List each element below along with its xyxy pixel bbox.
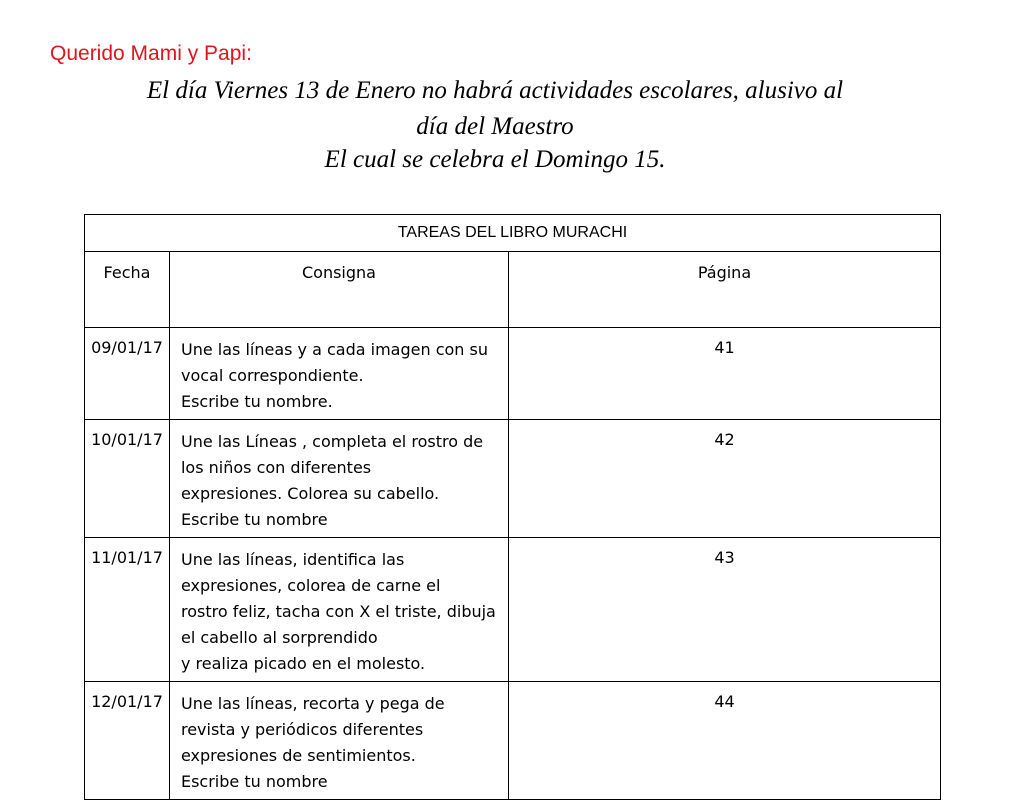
row-page: 44 <box>508 682 940 800</box>
homework-table <box>84 214 941 800</box>
row-consigna <box>169 328 508 420</box>
table-row <box>85 538 941 682</box>
row-consigna <box>169 420 508 538</box>
column-header-consigna: Consigna <box>169 252 508 328</box>
row-date: 12/01/17 <box>85 682 170 800</box>
consigna-line: Une las líneas, identifica las expresiones, colorea de carne el <box>180 550 441 595</box>
consigna-line: y realiza picado en el molesto. <box>180 654 426 673</box>
table-row <box>85 682 941 800</box>
row-page: 43 <box>508 538 940 682</box>
table-row <box>85 328 941 420</box>
row-consigna <box>169 682 508 800</box>
consigna-line: expresiones de sentimientos. <box>180 746 416 765</box>
row-page: 42 <box>508 420 940 538</box>
table-header-row <box>85 252 941 328</box>
announcement-line-3: El cual se celebra el Domingo 15. <box>324 146 666 173</box>
consigna-line: Une las líneas y a cada imagen con su vocal correspondiente. <box>180 340 488 385</box>
consigna-line: Escribe tu nombre <box>180 772 328 791</box>
table-title-row <box>85 215 941 252</box>
column-header-fecha: Fecha <box>85 252 170 328</box>
greeting: Querido Mami y Papi: <box>50 42 252 65</box>
announcement-line-1: El día Viernes 13 de Enero no habrá actividades escolares, alusivo al <box>146 77 844 104</box>
announcement-line-2: día del Maestro <box>416 113 574 140</box>
row-date: 09/01/17 <box>85 328 170 420</box>
row-date: 10/01/17 <box>85 420 170 538</box>
row-page: 41 <box>508 328 940 420</box>
row-consigna <box>169 538 508 682</box>
consigna-line: rostro feliz, tacha con X el triste, dibuja el cabello al sorprendido <box>180 602 496 647</box>
consigna-line: Escribe tu nombre. <box>180 392 333 411</box>
consigna-line: Une las Líneas , completa el rostro de los niños con diferentes <box>180 432 484 477</box>
column-header-pagina: Página <box>508 252 940 328</box>
table-row <box>85 420 941 538</box>
consigna-line: Une las líneas, recorta y pega de revista y periódicos diferentes <box>180 694 445 739</box>
consigna-line: expresiones. Colorea su cabello. <box>180 484 440 503</box>
consigna-line: Escribe tu nombre <box>180 510 328 529</box>
row-date: 11/01/17 <box>85 538 170 682</box>
table-title: TAREAS DEL LIBRO MURACHI <box>85 215 941 252</box>
